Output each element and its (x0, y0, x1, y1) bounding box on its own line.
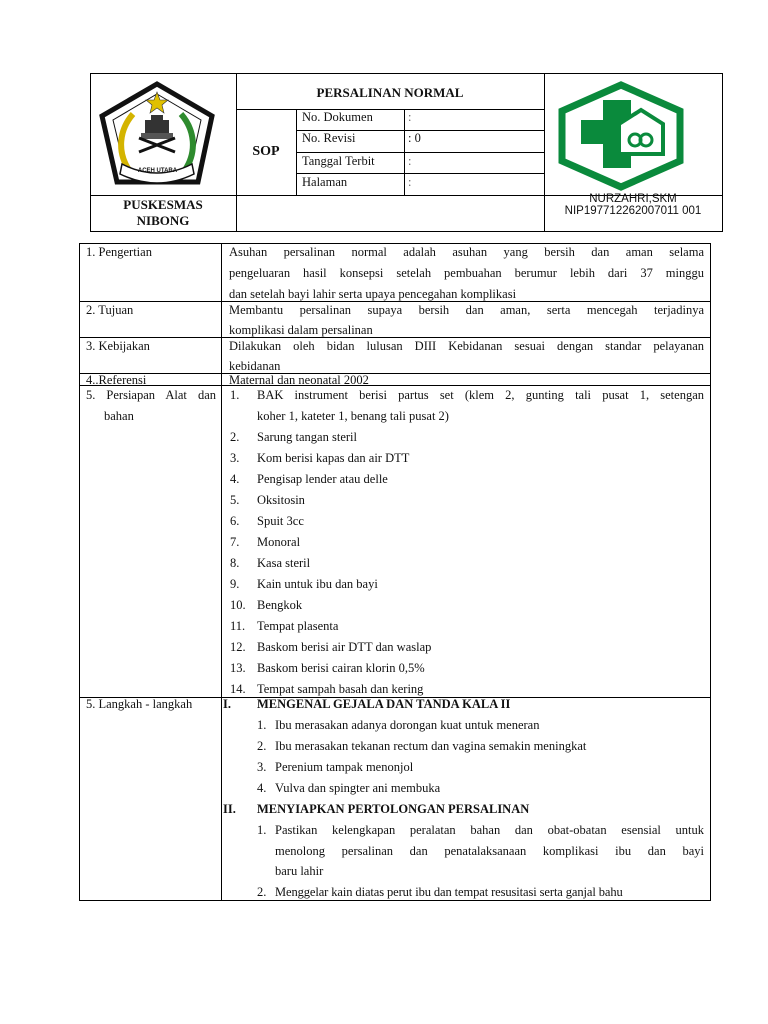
doc-number-label: No. Dokumen (302, 110, 373, 124)
list-item: Kain untuk ibu dan bayi (257, 577, 378, 591)
pengertian-line: pengeluaran hasil konsepsi setelah pembuahan berumur lebih dari 37 minggu (229, 266, 704, 280)
puskesmas-logo (557, 80, 685, 192)
step-number: 1. (257, 823, 267, 837)
step-item: Ibu merasakan adanya dorongan kuat untuk meneran (275, 718, 540, 732)
revision-label: No. Revisi (302, 131, 356, 145)
step-item: Pastikan kelengkapan peralatan bahan dan obat-obatan esensial untuk (275, 823, 704, 837)
step-number: 2. (257, 739, 267, 753)
step-group-number: I. (223, 697, 231, 711)
doc-number-value: : (408, 110, 412, 124)
aceh-utara-logo (95, 78, 220, 192)
step-item: baru lahir (275, 864, 324, 878)
list-item: Monoral (257, 535, 301, 549)
list-item-number: 7. (230, 535, 240, 549)
referensi-label: 4..Referensi (86, 373, 147, 387)
list-item-number: 14. (230, 682, 246, 696)
list-item-number: 4. (230, 472, 240, 486)
list-item-number: 6. (230, 514, 240, 528)
step-item: menolong persalinan dan penatalaksanaan komplikasi ibu dan bayi (275, 844, 704, 858)
pengertian-label: 1. Pengertian (86, 245, 152, 259)
signer-name: NURZAHRI,SKM (589, 193, 677, 205)
logo-ribbon-text: ACEH UTARA (137, 168, 178, 174)
document-title: PERSALINAN NORMAL (316, 85, 464, 100)
list-item-number: 5. (230, 493, 240, 507)
list-item: Tempat plasenta (257, 619, 339, 633)
issue-date-label: Tanggal Terbit (302, 154, 375, 168)
sop-label: SOP (252, 144, 280, 159)
list-item-number: 1. (230, 388, 240, 402)
kebijakan-line: Dilakukan oleh bidan lulusan DIII Kebidanan sesuai dengan standar pelayanan (229, 339, 704, 353)
revision-value: : 0 (408, 131, 421, 145)
list-item: BAK instrument berisi partus set (klem 2, gunting tali pusat 1, setengan (257, 388, 704, 402)
tujuan-line: Membantu persalinan supaya bersih dan aman, serta mencegah terjadinya (229, 303, 704, 317)
step-item: Perenium tampak menonjol (275, 760, 414, 774)
issue-date-value: : (408, 154, 412, 168)
step-group-heading: MENGENAL GEJALA DAN TANDA KALA II (257, 697, 511, 711)
referensi-line: Maternal dan neonatal 2002 (229, 373, 369, 387)
step-number: 1. (257, 718, 267, 732)
list-item: Bengkok (257, 598, 303, 612)
list-item-number: 10. (230, 598, 246, 612)
list-item-number: 3. (230, 451, 240, 465)
step-item: Ibu merasakan tekanan rectum dan vagina semakin meningkat (275, 739, 587, 753)
list-item: Tempat sampah basah dan kering (257, 682, 424, 696)
step-item: Menggelar kain diatas perut ibu dan tempat resusitasi serta ganjal bahu (275, 885, 623, 899)
kebijakan-label: 3. Kebijakan (86, 339, 150, 353)
org-name-line2: NIBONG (136, 213, 190, 228)
step-item: Vulva dan spingter ani membuka (275, 781, 441, 795)
list-item: Pengisap lender atau delle (257, 472, 388, 486)
list-item-number: 13. (230, 661, 246, 675)
list-item-number: 8. (230, 556, 240, 570)
list-item: Spuit 3cc (257, 514, 304, 528)
tujuan-line: komplikasi dalam persalinan (229, 323, 373, 337)
list-item-number: 9. (230, 577, 240, 591)
list-item: Baskom berisi air DTT dan waslap (257, 640, 432, 654)
pengertian-line: dan setelah bayi lahir serta upaya pencegahan komplikasi (229, 287, 517, 301)
persiapan-label: bahan (104, 409, 134, 423)
step-group-number: II. (223, 802, 236, 816)
list-item: Kom berisi kapas dan air DTT (257, 451, 410, 465)
list-item: Baskom berisi cairan klorin 0,5% (257, 661, 425, 675)
list-item: koher 1, kateter 1, benang tali pusat 2) (257, 409, 449, 423)
page-value: : (408, 175, 412, 189)
step-group-heading: MENYIAPKAN PERTOLONGAN PERSALINAN (257, 802, 530, 816)
tujuan-label: 2. Tujuan (86, 303, 134, 317)
org-name-line1: PUSKESMAS (123, 197, 203, 212)
list-item: Oksitosin (257, 493, 305, 507)
list-item-number: 2. (230, 430, 240, 444)
persiapan-label: 5. Persiapan Alat dan (86, 388, 216, 402)
langkah-label: 5. Langkah - langkah (86, 697, 193, 711)
page-label: Halaman (302, 175, 348, 189)
list-item-number: 11. (230, 619, 246, 633)
step-number: 3. (257, 760, 267, 774)
list-item: Kasa steril (257, 556, 311, 570)
list-item-number: 12. (230, 640, 246, 654)
step-number: 4. (257, 781, 267, 795)
kebijakan-line: kebidanan (229, 359, 281, 373)
list-item: Sarung tangan steril (257, 430, 357, 444)
step-number: 2. (257, 885, 267, 899)
signer-nip: NIP197712262007011 001 (564, 205, 702, 217)
pengertian-line: Asuhan persalinan normal adalah asuhan yang bersih dan aman selama (229, 245, 704, 259)
